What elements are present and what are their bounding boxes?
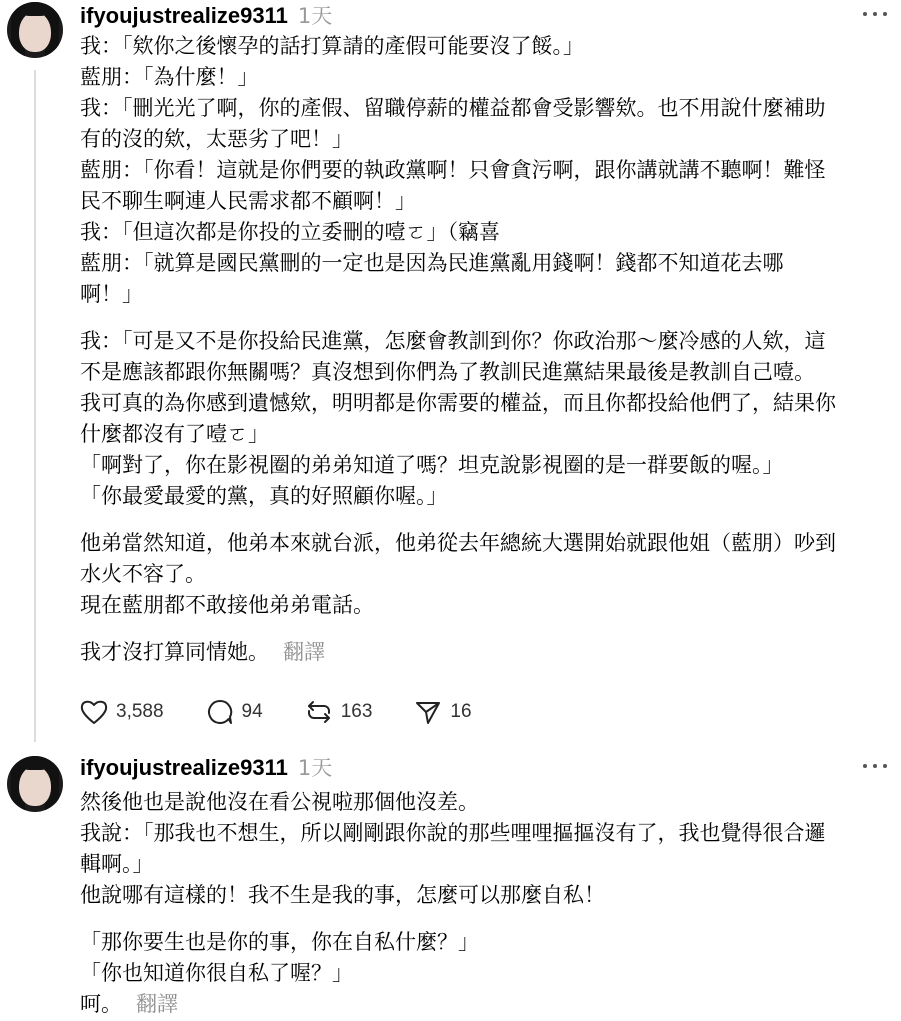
text-line: 我：「可是又不是你投給民進黨，怎麼會教訓到你？你政治那～麼冷感的人欸，這 [80,329,826,353]
timestamp[interactable]: 1天 [297,756,333,780]
repost-button[interactable] [305,698,373,726]
share-icon [414,698,442,726]
text-line: 我：「但這次都是你投的立委刪的噎ㄛ」（竊喜 [80,220,500,244]
more-options-icon[interactable] [863,4,887,24]
comment-count: 94 [241,701,263,722]
translate-link[interactable]: 翻譯 [136,992,178,1016]
text-line: 「你也知道你很自私了喔？」 [80,961,353,985]
text-line: 水火不容了。 [80,562,206,586]
timestamp[interactable]: 1天 [297,4,333,28]
translate-link[interactable]: 翻譯 [283,640,325,664]
text-line: 不是應該都跟你無關嗎？真沒想到你們為了教訓民進黨結果最後是教訓自己噎。 [80,360,815,384]
share-count: 16 [450,701,472,722]
text-line: 藍朋：「就算是國民黨刪的一定也是因為民進黨亂用錢啊！錢都不知道花去哪 [80,251,784,275]
repost-count: 163 [340,701,373,722]
text-last: 我才沒打算同情她。 [80,640,269,664]
username[interactable]: ifyoujustrealize9311 [80,3,288,28]
text-line: 我可真的為你感到遺憾欸，明明都是你需要的權益，而且你都投給他們了，結果你 [80,391,836,415]
text-line: 我：「刪光光了啊，你的產假、留職停薪的權益都會受影響欸。也不用說什麼補助 [80,96,826,120]
text-line: 現在藍朋都不敢接他弟弟電話。 [80,593,374,617]
post-2 [0,752,901,1021]
action-bar [80,697,514,727]
comment-button[interactable] [206,698,263,726]
text-line: 民不聊生啊連人民需求都不顧啊！」 [80,189,416,213]
more-options-icon[interactable] [863,756,887,776]
text-line-last [80,989,895,1020]
post-header [80,752,332,782]
post-body [80,31,895,668]
text-line: 他說哪有這樣的！我不生是我的事，怎麼可以那麼自私！ [80,883,605,907]
text-line: 我：「欸你之後懷孕的話打算請的產假可能要沒了餒。」 [80,34,584,58]
avatar[interactable] [7,756,63,812]
comment-icon [206,698,234,726]
username[interactable]: ifyoujustrealize9311 [80,755,288,780]
text-line: 有的沒的欸，太惡劣了吧！」 [80,127,353,151]
post-header [80,0,332,30]
text-line: 「那你要生也是你的事，你在自私什麼？」 [80,930,479,954]
post-body [80,787,895,1020]
text-line: 什麼都沒有了噎ㄛ」 [80,422,269,446]
text-line: 「啊對了，你在影視圈的弟弟知道了嗎？坦克說影視圈的是一群要飯的喔。」 [80,453,784,477]
text-line: 然後他也是說他沒在看公視啦那個他沒差。 [80,790,479,814]
text-line: 我說：「那我也不想生，所以剛剛跟你說的那些哩哩摳摳沒有了，我也覺得很合邏 [80,821,826,845]
text-line: 藍朋：「為什麼！」 [80,65,259,89]
text-line: 「你最愛最愛的黨，真的好照顧你喔。」 [80,484,448,508]
heart-icon [80,699,108,725]
thread-line [34,70,36,742]
text-line-last [80,637,895,668]
avatar[interactable] [7,2,63,58]
like-button[interactable] [80,699,164,725]
share-button[interactable] [414,698,471,726]
text-line: 藍朋：「你看！這就是你們要的執政黨啊！只會貪污啊，跟你講就講不聽啊！難怪 [80,158,826,182]
text-line: 啊！」 [80,282,143,306]
text-line: 輯啊。」 [80,852,154,876]
repost-icon [305,698,333,726]
text-last: 呵。 [80,992,122,1016]
text-line: 他弟當然知道，他弟本來就台派，他弟從去年總統大選開始就跟他姐（藍朋）吵到 [80,531,836,555]
like-count: 3,588 [116,701,164,722]
